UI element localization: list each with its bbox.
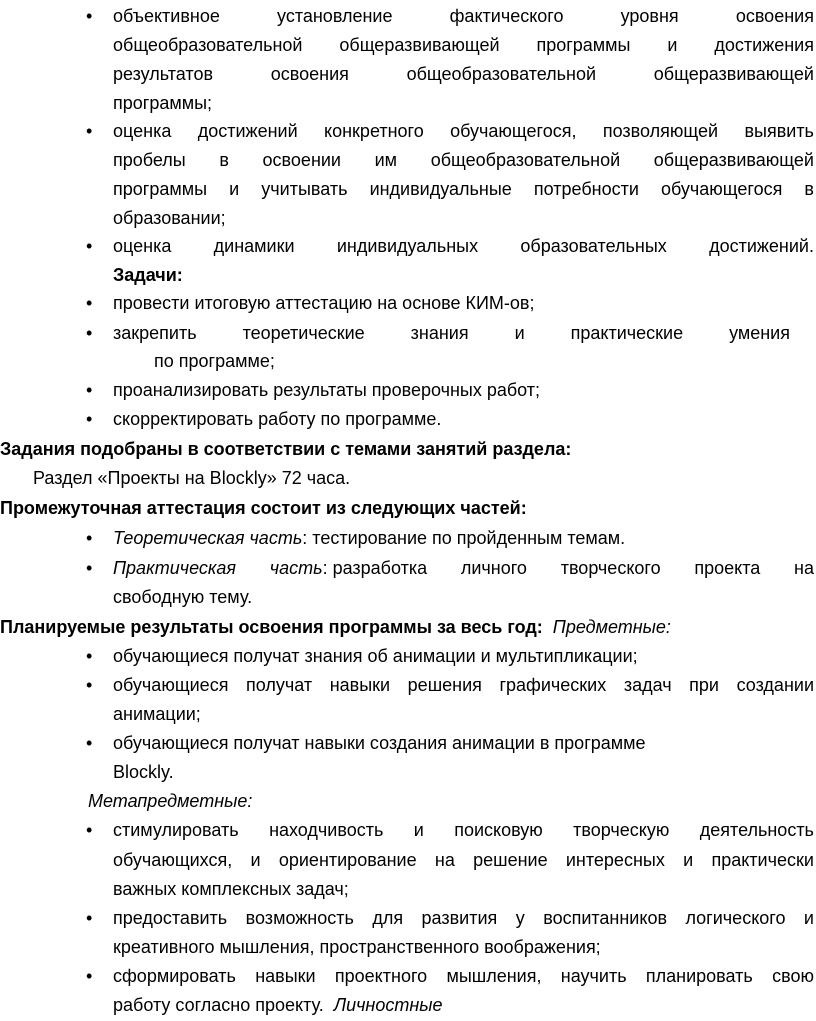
subject-item-3-line-2: Blockly. (113, 762, 174, 782)
section-line: Раздел «Проекты на Blockly» 72 часа. (33, 468, 351, 488)
bullet: • (86, 675, 93, 695)
bullet: • (86, 646, 93, 666)
meta-item-2-line-2: креативного мышления, пространственного воображения; (113, 937, 601, 957)
bullet: • (86, 6, 93, 26)
meta-item-1-line-3: важных комплексных задач; (113, 879, 349, 899)
meta-item-1-line-1: стимулировать находчивость и поисковую творческую деятельность (113, 820, 814, 840)
goal-2-line-2: пробелы в освоении им общеобразовательной общеразвивающей (113, 150, 814, 170)
goal-2-line-3: программы и учитывать индивидуальные потребности обучающегося в (113, 179, 814, 199)
bullet: • (86, 293, 93, 313)
part-theory (113, 523, 625, 553)
theory-text: : тестирование по пройденным темам. (302, 528, 626, 548)
goal-1-line-3: результатов освоения общеобразовательной общеразвивающей (113, 64, 814, 84)
bullet: • (86, 966, 93, 986)
goal-3-line-1: оценка динамики индивидуальных образовательных достижений. (113, 236, 814, 256)
results-heading-line: Планируемые результаты освоения программы за весь год: Предметные: (0, 617, 671, 637)
subject-label: Предметные: (552, 617, 671, 637)
task-4: скорректировать работу по программе. (113, 409, 442, 429)
bullet: • (86, 323, 93, 343)
goal-1-line-4: программы; (113, 93, 213, 113)
parts-heading: Промежуточная аттестация состоит из следующих частей: (0, 498, 527, 518)
part-practice-line-1: Практическая часть: разработка личного творческого проекта на (113, 558, 814, 578)
personal-label: Личностные (333, 995, 443, 1015)
meta-item-2-line-1: предоставить возможность для развития у воспитанников логического и (113, 908, 814, 928)
subject-item-2-line-1: обучающиеся получат навыки решения графических задач при создании (113, 675, 814, 695)
task-2-line-1: закрепить теоретические знания и практические умения (113, 323, 790, 343)
meta-label: Метапредметные: (88, 791, 253, 811)
bullet: • (86, 409, 93, 429)
task-2-line-2: по программе; (154, 351, 275, 371)
task-1: провести итоговую аттестацию на основе КИМ-ов; (113, 293, 535, 313)
goal-2-line-4: образовании; (113, 208, 226, 228)
tasks-heading: Задачи: (113, 265, 183, 285)
bullet: • (86, 380, 93, 400)
goal-2-line-1: оценка достижений конкретного обучающегося, позволяющей выявить (113, 121, 814, 141)
bullet: • (86, 908, 93, 928)
bullet: • (86, 820, 93, 840)
task-3: проанализировать результаты проверочных работ; (113, 380, 541, 400)
meta-item-1-line-2: обучающихся, и ориентирование на решение интересных и практически (113, 850, 814, 870)
subject-item-3-line-1: обучающиеся получат навыки создания анимации в программе (113, 733, 646, 753)
subject-item-2-line-2: анимации; (113, 704, 201, 724)
bullet: • (86, 733, 93, 753)
goal-1-line-1: объективное установление фактического уровня освоения (113, 6, 814, 26)
meta-item-3-line-2: работу согласно проекту. Личностные (113, 995, 443, 1015)
bullet: • (86, 528, 93, 548)
bullet: • (86, 121, 93, 141)
subject-item-1: обучающиеся получат знания об анимации и мультипликации; (113, 646, 638, 666)
theory-label: Теоретическая часть (113, 528, 303, 548)
bullet: • (86, 558, 93, 578)
goal-1-line-2: общеобразовательной общеразвивающей программы и достижения (113, 35, 814, 55)
bullet: • (86, 236, 93, 256)
part-practice-line-2: свободную тему. (113, 587, 253, 607)
section-heading: Задания подобраны в соответствии с темами занятий раздела: (0, 439, 572, 459)
meta-item-3-line-1: сформировать навыки проектного мышления, научить планировать свою (113, 966, 814, 986)
